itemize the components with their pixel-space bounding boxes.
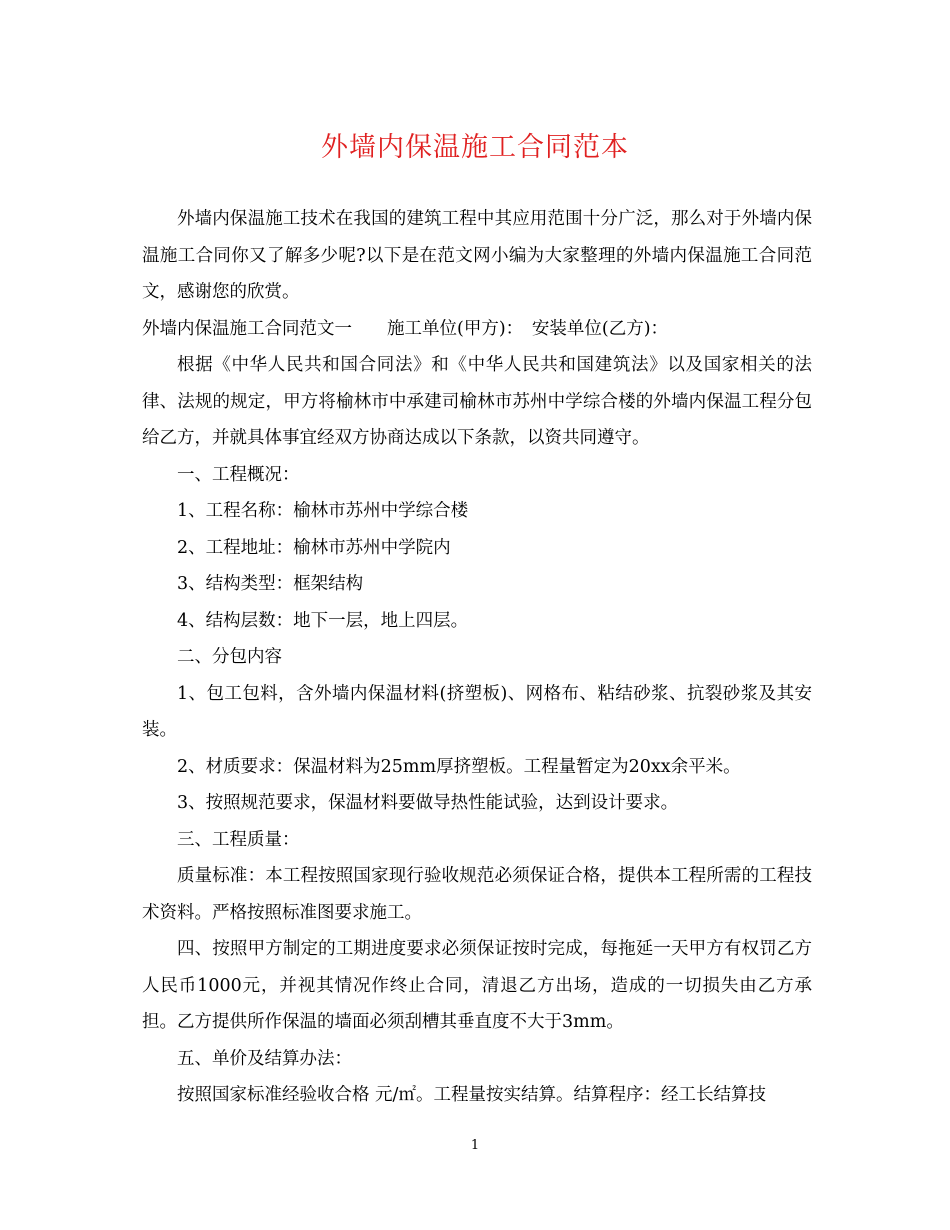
paragraph-pricing: 按照国家标准经验收合格 元/㎡。工程量按实结算。结算程序：经工长结算技: [177, 1085, 766, 1105]
list-item-material-requirements: 2、材质要求：保温材料为25mm厚挤塑板。工程量暂定为20xx余平米。: [177, 756, 741, 777]
list-item-labor-materials: 1、包工包料，含外墙内保温材料(挤塑板)、网格布、粘结砂浆、抗裂砂浆及其安装。: [142, 683, 812, 740]
list-item-structure-floors: 4、结构层数：地下一层，地上四层。: [177, 610, 469, 631]
paragraph-legal-basis: 根据《中华人民共和国合同法》和《中华人民共和国建筑法》以及国家相关的法律、法规的规定，甲方将榆林市中承建司榆林市苏州中学综合楼的外墙内保温工程分包给乙方，并就具体事宜经双方协商达成以下条款，以资共同遵守。: [142, 355, 812, 448]
list-item-structure-type: 3、结构类型：框架结构: [177, 574, 364, 594]
section-heading-overview: 一、工程概况：: [177, 464, 300, 485]
document-title: 外墙内保温施工合同范本: [321, 132, 629, 163]
page-number: 1: [470, 1138, 480, 1153]
document-body: [142, 201, 812, 1114]
section-schedule: 四、按照甲方制定的工期进度要求必须保证按时完成，每拖延一天甲方有权罚乙方人民币1000元，并视其情况作终止合同，清退乙方出场，造成的一切损失由乙方承担。乙方提供所作保温的墙面必须刮槽其垂直度不大于3mm。: [142, 939, 812, 1032]
list-item-project-name: 1、工程名称：榆林市苏州中学综合楼: [177, 501, 469, 521]
paragraph-contract-parties: 外墙内保温施工合同范文一 施工单位(甲方)： 安装单位(乙方)：: [142, 318, 669, 339]
paragraph-intro: 外墙内保温施工技术在我国的建筑工程中其应用范围十分广泛，那么对于外墙内保温施工合同你又了解多少呢?以下是在范文网小编为大家整理的外墙内保温施工合同范文，感谢您的欣赏。: [142, 209, 812, 302]
section-heading-quality: 三、工程质量：: [177, 829, 300, 850]
list-item-specification: 3、按照规范要求，保温材料要做导热性能试验，达到设计要求。: [177, 793, 679, 813]
section-heading-subcontract: 二、分包内容: [177, 647, 282, 667]
list-item-project-address: 2、工程地址：榆林市苏州中学院内: [177, 537, 451, 558]
section-heading-pricing: 五、单价及结算办法：: [177, 1048, 352, 1069]
paragraph-quality-standard: 质量标准：本工程按照国家现行验收规范必须保证合格，提供本工程所需的工程技术资料。严格按照标准图要求施工。: [142, 866, 812, 923]
